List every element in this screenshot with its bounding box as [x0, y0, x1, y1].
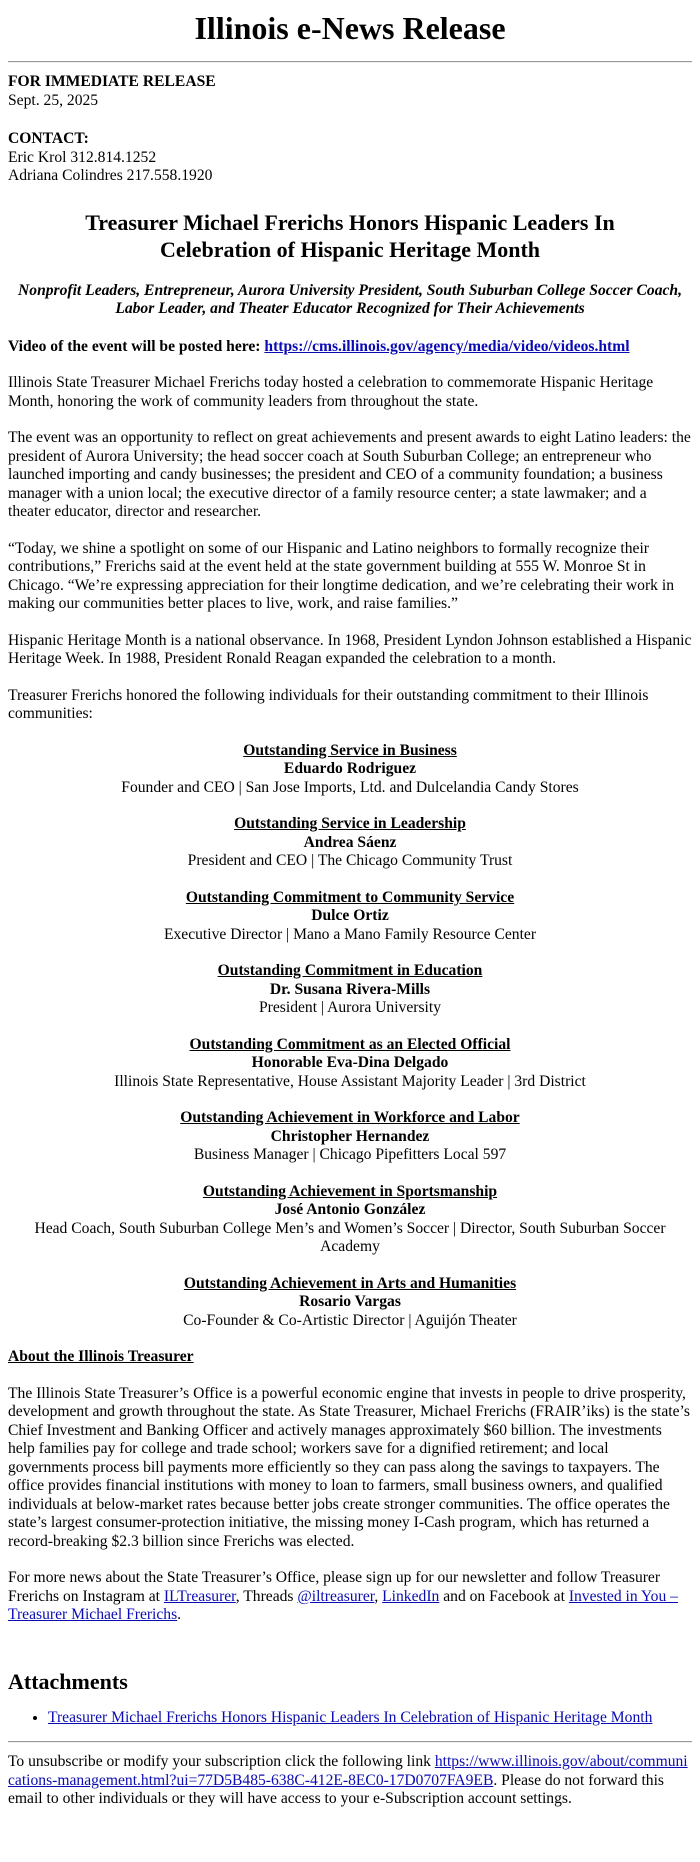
contact-line: Eric Krol 312.814.1252: [8, 148, 157, 166]
award-category: Outstanding Service in Business: [243, 741, 457, 759]
award-honoree: Dulce Ortiz: [311, 907, 389, 924]
award-role: President and CEO | The Chicago Community Trust: [187, 852, 513, 869]
subscription-management-link[interactable]: https://www.illinois.gov/about/communications-management.html?ui=77D5B485-638C-412E-8EC0-17D0707FA9EB: [8, 1753, 688, 1789]
release-date: Sept. 25, 2025: [8, 91, 99, 109]
awards-list: [8, 742, 692, 1331]
contact-label: CONTACT:: [8, 130, 89, 147]
award-entry: [8, 1036, 692, 1092]
video-label: Video of the event will be posted here:: [8, 337, 265, 355]
award-role: Business Manager | Chicago Pipefitters Local 597: [193, 1146, 507, 1163]
award-honoree: Eduardo Rodriguez: [283, 760, 417, 777]
attachment-item: [48, 1709, 692, 1728]
award-role: Co-Founder & Co-Artistic Director | Aguijón Theater: [183, 1311, 517, 1329]
award-category: Outstanding Service in Leadership: [234, 815, 466, 832]
attachments-list: [8, 1709, 692, 1728]
award-honoree: Christopher Hernandez: [270, 1127, 430, 1145]
award-entry: [8, 962, 692, 1018]
body-paragraph: The event was an opportunity to reflect on great achievements and present awards to eight Latino leaders: the president of Aurora University; the head soccer coach at South Suburban College; an entrepreneur who launched importing and candy businesses; the president and CEO of a community foundation; a business manager with a union local; the executive director of a family resource center; a state lawmaker; and a theater educator, director and researcher.: [8, 429, 691, 520]
instagram-link[interactable]: ILTreasurer: [163, 1587, 236, 1605]
body-paragraph: Illinois State Treasurer Michael Frerichs today hosted a celebration to commemorate Hispanic Heritage Month, honoring the work of community leaders from throughout the state.: [8, 374, 654, 410]
facebook-link[interactable]: Invested in You – Treasurer Michael Frerichs: [8, 1587, 678, 1623]
about-title: About the Illinois Treasurer: [8, 1348, 194, 1365]
subheadline: Nonprofit Leaders, Entrepreneur, Aurora University President, South Suburban College Soccer Coach, Labor Leader, and Theater Educator Recognized for Their Achievements: [18, 281, 682, 317]
award-category: Outstanding Achievement in Workforce and Labor: [180, 1109, 520, 1126]
header-divider: [8, 61, 692, 63]
body-paragraph: Treasurer Frerichs honored the following individuals for their outstanding commitment to their Illinois communities:: [8, 686, 649, 722]
award-role: Executive Director | Mano a Mano Family Resource Center: [163, 925, 537, 943]
contact-line: Adriana Colindres 217.558.1920: [8, 167, 213, 184]
page: [0, 9, 700, 1809]
award-role: Head Coach, South Suburban College Men’s and Women’s Soccer | Director, South Suburban Soccer Academy: [34, 1219, 666, 1255]
attachment-link[interactable]: Treasurer Michael Frerichs Honors Hispanic Leaders In Celebration of Hispanic Heritage Month: [48, 1708, 653, 1726]
quote-paragraph: “Today, we shine a spotlight on some of our Hispanic and Latino neighbors to formally recognize their contributions,” Frerichs said at the event held at the state government building at 555 W. Monroe St in Chicago. “We’re expressing appreciation for their longtime dedication, and we’re celebrating their work in making our communities better places to live, work, and raise families.”: [8, 539, 674, 612]
award-entry: [8, 742, 692, 798]
banner-title: Illinois e-News Release: [194, 10, 506, 46]
attachments-heading: Attachments: [8, 1668, 128, 1694]
award-entry: [8, 1183, 692, 1257]
footer-divider: [8, 1741, 692, 1743]
video-link[interactable]: https://cms.illinois.gov/agency/media/video/videos.html: [264, 337, 630, 355]
award-role: President | Aurora University: [259, 999, 441, 1016]
award-role: Illinois State Representative, House Assistant Majority Leader | 3rd District: [114, 1072, 586, 1090]
award-honoree: Dr. Susana Rivera-Mills: [269, 980, 431, 998]
award-entry: [8, 889, 692, 945]
award-honoree: José Antonio González: [274, 1201, 426, 1218]
more-news-paragraph: For more news about the State Treasurer’s Office, please sign up for our newsletter and follow Treasurer Frerichs on Instagram at ILTreasurer, Threads @iltreasurer, LinkedIn and on Facebook at Invested in You – Treasurer Michael Frerichs.: [8, 1569, 678, 1623]
award-honoree: Andrea Sáenz: [303, 833, 397, 851]
release-label: FOR IMMEDIATE RELEASE: [8, 73, 216, 90]
headline: Treasurer Michael Frerichs Honors Hispanic Leaders In Celebration of Hispanic Heritage Month: [85, 209, 615, 262]
award-category: Outstanding Achievement in Arts and Humanities: [183, 1274, 517, 1292]
award-honoree: Honorable Eva-Dina Delgado: [251, 1054, 449, 1071]
award-entry: [8, 815, 692, 871]
about-paragraph: The Illinois State Treasurer’s Office is a powerful economic engine that invests in people to drive prosperity, development and growth throughout the state. As State Treasurer, Michael Frerichs (FRAIR’iks) is the state’s Chief Investment and Banking Officer and actively manages approximately $60 billion. The investments help families pay for college and trade school; workers save for a dignified retirement; and local governments process bill payments more efficiently so they can pass along the savings to taxpayers. The office provides financial institutions with money to loan to farmers, small business owners, and qualified individuals at below-market rates because better jobs create stronger communities. The office operates the state’s largest consumer-protection initiative, the missing money I-Cash program, which has returned a record-breaking $2.3 billion since Frerichs was elected.: [8, 1384, 690, 1550]
footer: To unsubscribe or modify your subscription click the following link https://www.illinois.gov/about/communications-management.html?ui=77D5B485-638C-412E-8EC0-17D0707FA9EB. Please do not forward this email to other individuals or they will have access to your e-Subscription account settings.: [8, 1753, 688, 1807]
linkedin-link[interactable]: LinkedIn: [382, 1587, 440, 1605]
award-role: Founder and CEO | San Jose Imports, Ltd. and Dulcelandia Candy Stores: [121, 778, 579, 796]
award-entry: [8, 1109, 692, 1165]
threads-link[interactable]: @iltreasurer: [297, 1587, 375, 1605]
contact-block: [8, 130, 692, 186]
video-line: [8, 338, 692, 357]
award-entry: [8, 1275, 692, 1331]
award-category: Outstanding Commitment to Community Service: [185, 888, 515, 906]
award-category: Outstanding Achievement in Sportsmanship: [202, 1182, 498, 1200]
award-honoree: Rosario Vargas: [299, 1293, 401, 1310]
award-category: Outstanding Commitment as an Elected Official: [189, 1035, 511, 1053]
body-paragraph: Hispanic Heritage Month is a national observance. In 1968, President Lyndon Johnson established a Hispanic Heritage Week. In 1988, President Ronald Reagan expanded the celebration to a month.: [8, 631, 692, 667]
award-category: Outstanding Commitment in Education: [217, 962, 483, 979]
release-block: [8, 73, 692, 110]
